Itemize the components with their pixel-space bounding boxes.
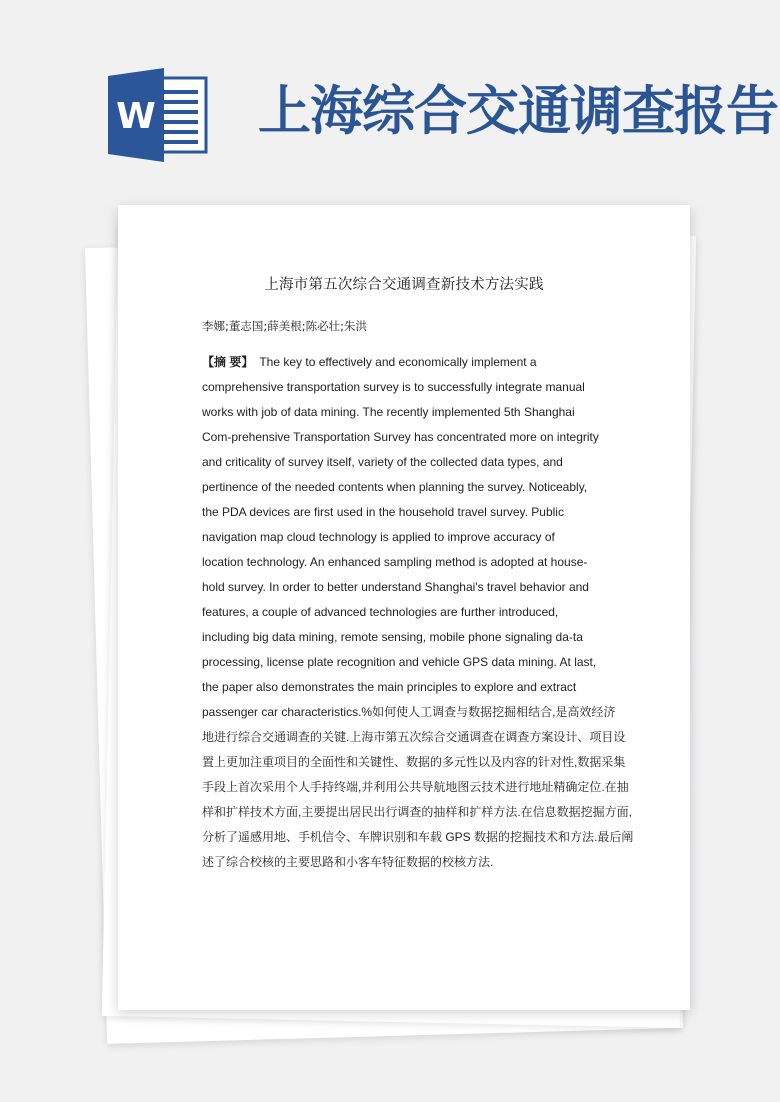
abstract-line: and criticality of survey itself, variety of the collected data types, and <box>202 455 563 469</box>
abstract-line: processing, license plate recognition and vehicle GPS data mining. At last, <box>202 655 597 669</box>
abstract-line: 手段上首次采用个人手持终端,并利用公共导航地图云技术进行地址精确定位.在抽 <box>202 780 629 794</box>
abstract-line: 述了综合校核的主要思路和小客车特征数据的校核方法. <box>202 855 494 869</box>
abstract-line: Com-prehensive Transportation Survey has concentrated more on integrity <box>202 430 599 444</box>
banner <box>0 0 780 200</box>
document-page <box>118 205 690 1010</box>
abstract-line: navigation map cloud technology is applied to improve accuracy of <box>202 530 555 544</box>
abstract-line: 置上更加注重项目的全面性和关键性、数据的多元性以及内容的针对性,数据采集 <box>202 755 626 769</box>
abstract-line: hold survey. In order to better understand Shanghai's travel behavior and <box>202 580 589 594</box>
word-icon-letter: W <box>116 96 156 137</box>
abstract-line <box>202 350 610 375</box>
abstract-line: passenger car characteristics.%如何使人工调查与数据挖掘相结合,是高效经济 <box>202 705 616 719</box>
abstract-line: the paper also demonstrates the main principles to explore and extract <box>202 680 577 694</box>
word-document-icon <box>108 68 208 162</box>
abstract-label: 【摘 要】 <box>202 355 254 369</box>
abstract-line-text: The key to effectively and economically implement a <box>259 355 537 369</box>
abstract-line: 样和扩样技术方面,主要提出居民出行调查的抽样和扩样方法.在信息数据挖掘方面, <box>202 805 633 819</box>
abstract-line: including big data mining, remote sensing, mobile phone signaling da-ta <box>202 630 583 644</box>
document-title: 上海市第五次综合交通调查新技术方法实践 <box>264 277 544 293</box>
banner-title: 上海综合交通调查报告 <box>258 80 778 142</box>
abstract-line: 分析了遥感用地、手机信令、车牌识别和车载 GPS 数据的挖掘技术和方法.最后阐 <box>202 830 634 844</box>
abstract-line: the PDA devices are first used in the household travel survey. Public <box>202 505 564 519</box>
abstract-line: works with job of data mining. The recently implemented 5th Shanghai <box>202 405 575 419</box>
abstract-line: location technology. An enhanced sampling method is adopted at house- <box>202 555 588 569</box>
abstract <box>202 350 634 875</box>
abstract-line: 地进行综合交通调查的关键.上海市第五次综合交通调查在调查方案设计、项目设 <box>202 730 626 744</box>
abstract-line: features, a couple of advanced technologies are further introduced, <box>202 605 559 619</box>
abstract-line: pertinence of the needed contents when planning the survey. Noticeably, <box>202 480 588 494</box>
abstract-line: comprehensive transportation survey is to successfully integrate manual <box>202 380 585 394</box>
document-authors: 李娜;董志国;薛美根;陈必壮;朱洪 <box>202 319 367 333</box>
